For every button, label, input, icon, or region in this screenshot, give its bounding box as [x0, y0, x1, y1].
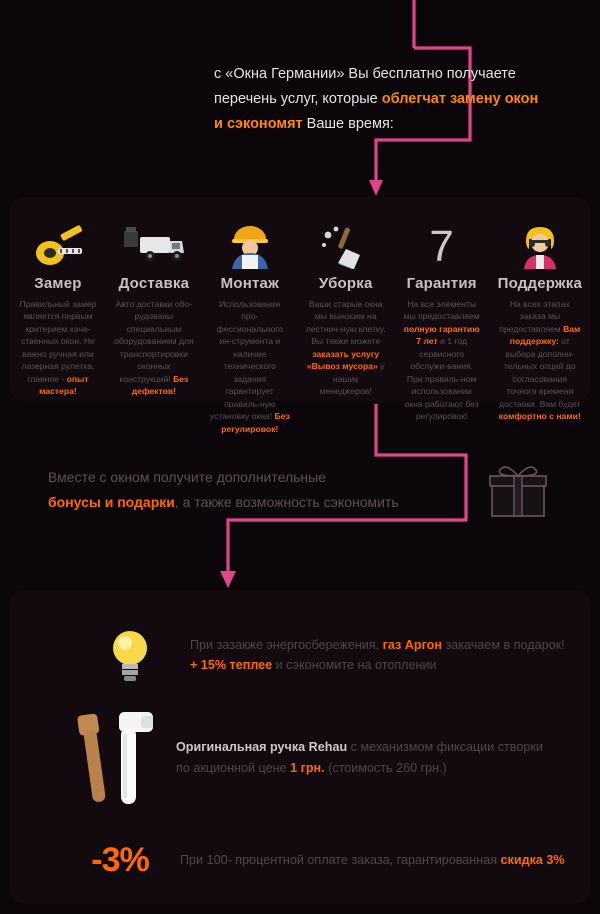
bonus-intro-line-1: Вместе с окном получите дополнительные: [48, 469, 326, 485]
service-title: Уборка: [318, 275, 373, 292]
services-panel: [10, 197, 590, 434]
service-title: Монтаж: [220, 275, 279, 292]
intro-line-3-highlight: и сэкономят: [214, 115, 303, 132]
service-title: Доставка: [118, 275, 190, 292]
intro-line-2-plain: перечень услуг, которые: [214, 90, 382, 107]
services-list: [10, 197, 590, 434]
lightbulb-icon: [70, 624, 190, 686]
intro-text: [214, 62, 544, 137]
service-item-uborka: [298, 197, 394, 401]
service-item-zamer: [10, 197, 106, 401]
arrowhead-services: [369, 180, 383, 196]
arrowhead-bonuses: [220, 571, 236, 588]
bonus-text: Оригинальная ручка Rehau с механизмом фиксации створки по акционной цене 1 грн. (стоимость 260 грн.): [176, 740, 543, 775]
intro-line-2-highlight: облегчат замену окон: [381, 90, 539, 107]
service-item-montazh: [202, 197, 298, 434]
service-text: На все элементы мы предоставляем полную гарантию 7 лет и 1 год сервисного обслужи-вания. При правиль-ном использовании окна работают без регулировок!: [403, 299, 480, 422]
service-text: Правильный замер является первым критерием каче-ственных окон. Не важно ручная или лазерная рулетка, главное - опыт мастера!: [19, 299, 97, 397]
service-item-podderzhka: [490, 197, 590, 422]
bonus-item-discount: [60, 825, 570, 895]
bonus-intro-text: [48, 465, 468, 514]
number-seven-icon: [402, 211, 482, 269]
service-text: Использование про-фессионального ин-струмента и наличие технического задания гарантирует правиль-ную установку окна! Без регулировок!: [209, 299, 290, 434]
intro-line-3-plain: Ваше время:: [302, 115, 394, 132]
broom-cleaning-icon: [306, 211, 386, 269]
guarantee-years-number: 7: [429, 222, 454, 271]
window-handle-icon: [56, 704, 176, 812]
gift-box-icon: [486, 460, 550, 522]
installer-worker-icon: [210, 211, 290, 269]
bonus-item-argon: [70, 610, 570, 700]
intro-line-1: с «Окна Германии» Вы бесплатно получаете: [214, 66, 516, 82]
bonuses-panel: [10, 590, 590, 904]
service-title: Поддержка: [497, 275, 582, 292]
service-title: Замер: [34, 275, 82, 292]
service-text: Авто доставки обо-рудованы специальным оборудованием для транспортировки оконных конструкций! Без дефектов!: [114, 299, 194, 397]
bonus-item-handle: [56, 700, 571, 815]
bonus-intro-line-2-plain: , а также возможность сэкономить: [174, 493, 399, 510]
bonus-intro-highlight: бонусы и подарки: [48, 493, 175, 510]
delivery-truck-icon: [114, 211, 194, 269]
service-text: На всех этапах заказа мы предоставляем Вам поддержку: от выбора дополни-тельных опций до согласования точного времени доставки. Вам будет комфортно с нами!: [498, 299, 581, 422]
service-text: Ваши старые окна мы выносим на лестнич-ную клетку. Вы также можете заказать услугу «Вывоз мусора» у наших менеджеров!: [305, 299, 386, 397]
tape-measure-icon: [18, 211, 98, 269]
bonus-text: При зазакже энергосбережения, газ Аргон закачаем в подарок! + 15% теплее и сэкономите на отоплении: [190, 637, 565, 672]
bonus-text: При 100- процентной оплате заказа, гарантированная скидка 3%: [180, 852, 565, 867]
support-agent-icon: [498, 211, 582, 269]
service-item-garantiya: [394, 197, 490, 422]
service-title: Гарантия: [406, 275, 477, 292]
service-item-dostavka: [106, 197, 202, 401]
discount-percent-icon: -3%: [91, 840, 149, 879]
